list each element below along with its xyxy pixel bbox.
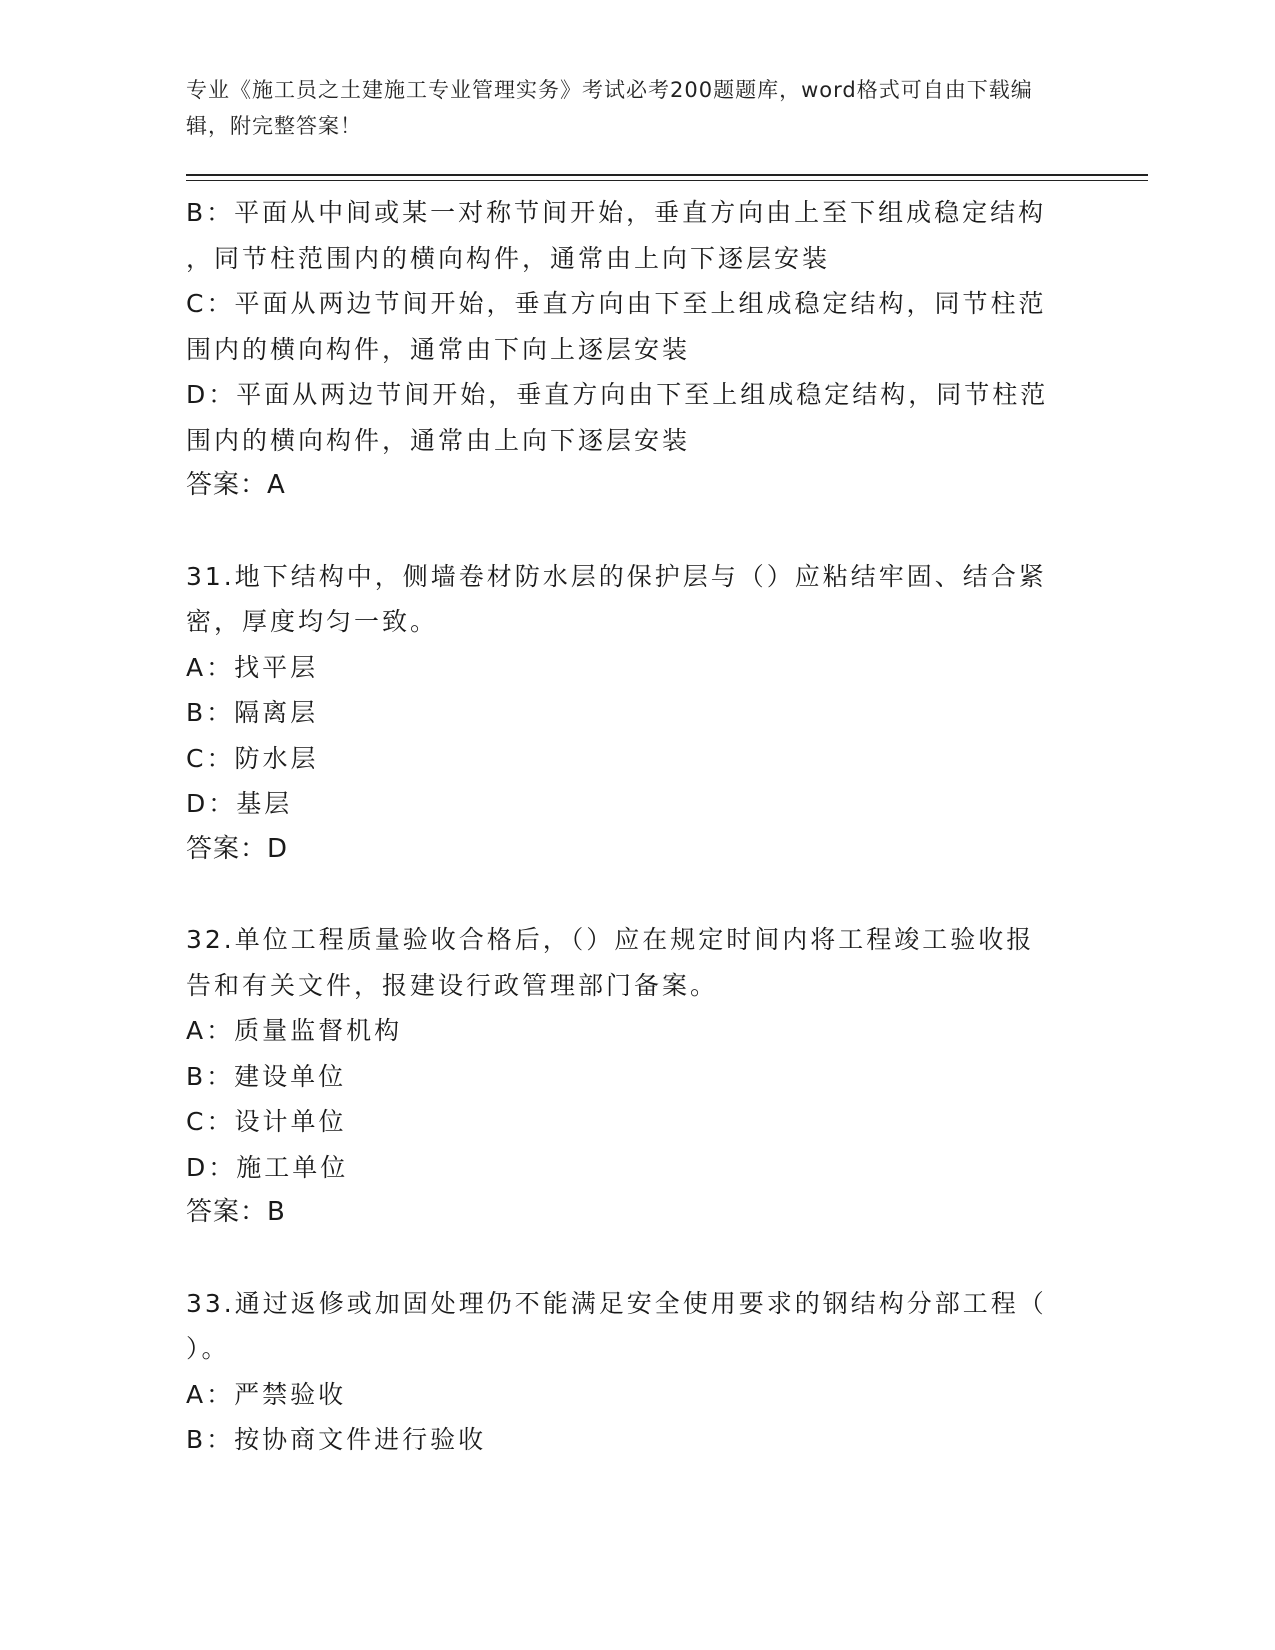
option-line: B：平面从中间或某一对称节间开始，垂直方向由上至下组成稳定结构 (186, 198, 1047, 227)
option-line: C：平面从两边节间开始，垂直方向由下至上组成稳定结构，同节柱范 (186, 289, 1047, 318)
question-31 (186, 554, 1066, 873)
option-b: B：按协商文件进行验收 (186, 1425, 487, 1454)
option-b: B：隔离层 (186, 698, 319, 727)
question-32 (186, 917, 1066, 1236)
option-line: D：平面从两边节间开始，垂直方向由下至上组成稳定结构，同节柱范 (186, 380, 1049, 409)
previous-question-tail (186, 190, 1066, 509)
option-line: 围内的横向构件，通常由上向下逐层安装 (186, 425, 691, 455)
option-d: D：基层 (186, 789, 293, 818)
question-stem: 33.通过返修或加固处理仍不能满足安全使用要求的钢结构分部工程（ (186, 1288, 1047, 1318)
option-b: B：建设单位 (186, 1061, 347, 1091)
option-line: ，同节柱范围内的横向构件，通常由上向下逐层安装 (186, 243, 831, 273)
question-content (186, 190, 1066, 1463)
answer-line: 答案：B (186, 1197, 286, 1227)
question-33 (186, 1281, 1066, 1463)
option-d: D：施工单位 (186, 1152, 349, 1182)
option-d (186, 372, 1066, 463)
question-stem: ）。 (186, 1334, 230, 1363)
option-a: A：质量监督机构 (186, 1016, 403, 1045)
header-divider-thick (186, 174, 1148, 176)
header-divider-thin (186, 180, 1148, 181)
option-c: C：防水层 (186, 743, 319, 773)
question-stem: 32.单位工程质量验收合格后，（）应在规定时间内将工程竣工验收报 (186, 925, 1035, 954)
option-line: 围内的横向构件，通常由下向上逐层安装 (186, 334, 691, 364)
answer-line: 答案：A (186, 470, 286, 500)
option-c: C：设计单位 (186, 1107, 347, 1136)
option-a: A：严禁验收 (186, 1379, 347, 1409)
option-a: A：找平层 (186, 652, 319, 682)
answer-line: 答案：D (186, 833, 289, 864)
option-b (186, 190, 1066, 281)
question-stem: 密，厚度均匀一致。 (186, 607, 439, 636)
document-header: 专业《施工员之土建施工专业管理实务》考试必考200题题库，word格式可自由下载编辑，附完整答案！ (186, 78, 1033, 138)
option-c (186, 281, 1066, 372)
question-stem: 31.地下结构中，侧墙卷材防水层的保护层与（）应粘结牢固、结合紧 (186, 561, 1047, 591)
question-stem: 告和有关文件，报建设行政管理部门备案。 (186, 970, 719, 1000)
